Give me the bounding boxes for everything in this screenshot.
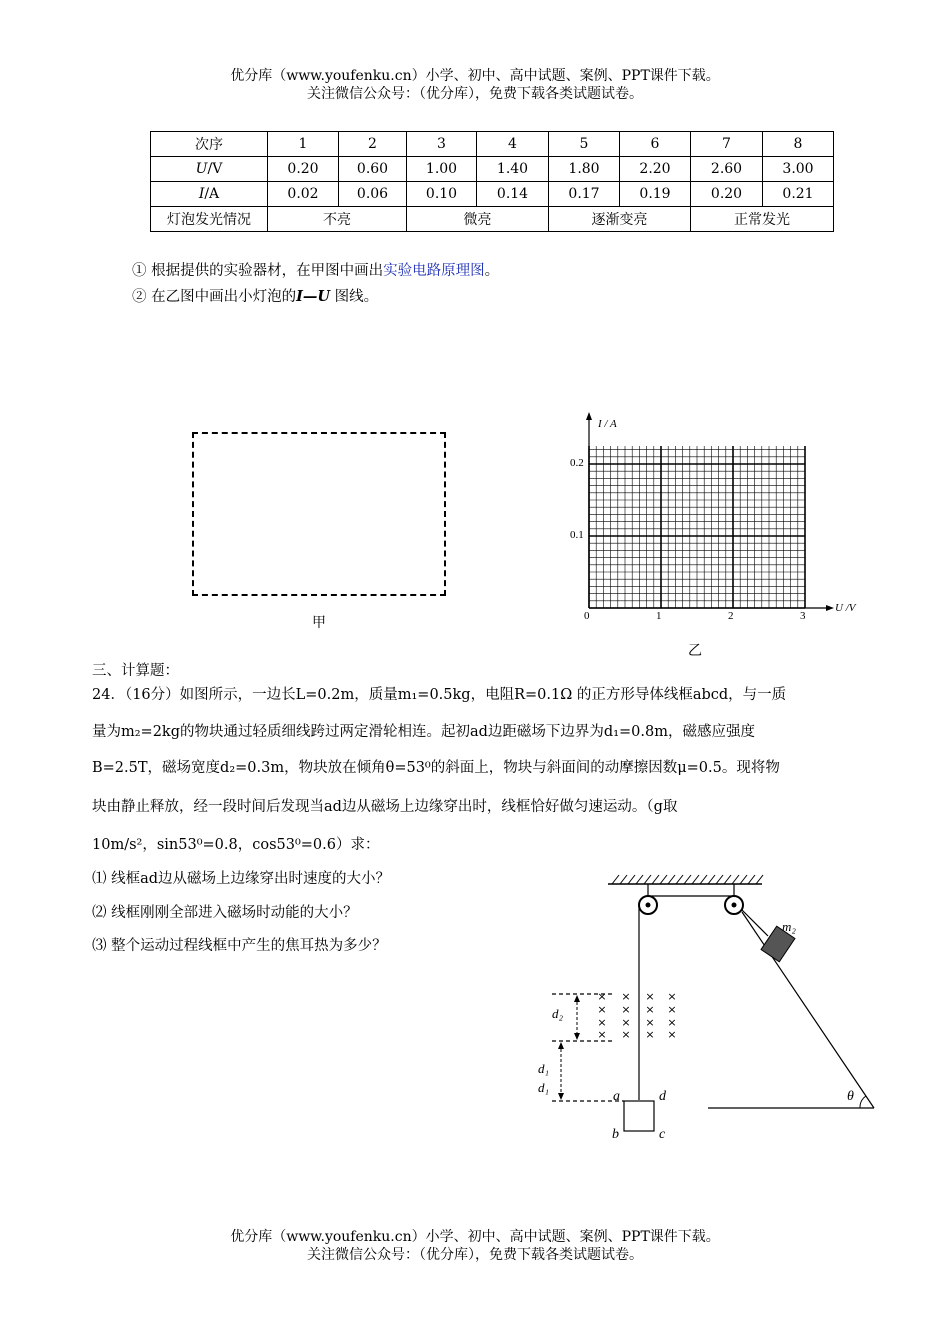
label-theta: θ bbox=[847, 1089, 854, 1104]
instruction-2: ② 在乙图中画出小灯泡的I—U 图线。 bbox=[132, 288, 379, 305]
fig-jia-caption: 甲 bbox=[312, 615, 326, 631]
table-row-order bbox=[151, 132, 834, 157]
svg-text:×: × bbox=[667, 990, 677, 1003]
coil-frame bbox=[624, 1101, 654, 1131]
label-b: b bbox=[612, 1127, 619, 1142]
x-tick-label: 0 bbox=[584, 610, 590, 620]
y-axis-label: I / A bbox=[598, 418, 617, 430]
table-cell: 0.02 bbox=[268, 182, 339, 207]
table-cell: 0.10 bbox=[407, 182, 477, 207]
table-cell: 0.19 bbox=[620, 182, 691, 207]
table-cell: 微亮 bbox=[407, 207, 549, 232]
section-title: 三、计算题： bbox=[92, 663, 179, 679]
table-cell: 2 bbox=[339, 132, 407, 157]
table-cell: 0.17 bbox=[549, 182, 620, 207]
circuit-link[interactable]: 实验电路原理图 bbox=[383, 263, 485, 279]
svg-text:×: × bbox=[645, 1016, 655, 1029]
y-tick-label: 0.2 bbox=[570, 457, 584, 469]
label-d1: d₁ bbox=[538, 1061, 550, 1076]
table-cell: 0.06 bbox=[339, 182, 407, 207]
svg-text:×: × bbox=[645, 990, 655, 1003]
problem-line-4: 块由静止释放，经一段时间后发现当ad边从磁场上边缘穿出时，线框恰好做匀速运动。（g取 bbox=[92, 799, 678, 815]
table-cell: 0.20 bbox=[268, 157, 339, 182]
svg-text:×: × bbox=[597, 1003, 607, 1016]
table-cell: 5 bbox=[549, 132, 620, 157]
svg-text:×: × bbox=[597, 1028, 607, 1041]
problem-line-3: B=2.5T，磁场宽度d₂=0.3m，物块放在倾角θ=53⁰的斜面上，物块与斜面间的动摩擦因数μ=0.5。现将物 bbox=[92, 760, 780, 776]
row-label-voltage: U/V bbox=[151, 157, 268, 182]
table-cell: 8 bbox=[763, 132, 834, 157]
table-row-voltage bbox=[151, 157, 834, 182]
table-cell: 0.20 bbox=[691, 182, 763, 207]
table-cell: 0.14 bbox=[477, 182, 549, 207]
fig-yi-caption: 乙 bbox=[688, 643, 702, 659]
table-cell: 7 bbox=[691, 132, 763, 157]
svg-text:×: × bbox=[621, 1016, 631, 1029]
table-cell: 3.00 bbox=[763, 157, 834, 182]
x-axis-label: U /V bbox=[835, 602, 856, 614]
table-cell: 1.00 bbox=[407, 157, 477, 182]
label-a: a bbox=[613, 1089, 620, 1104]
table-row-current bbox=[151, 182, 834, 207]
question-2: ⑵ 线框刚刚全部进入磁场时动能的大小？ bbox=[92, 905, 358, 921]
svg-text:×: × bbox=[621, 1003, 631, 1016]
footer-line-2: 关注微信公众号：（优分库），免费下载各类试题试卷。 bbox=[307, 1247, 643, 1263]
table-cell: 0.60 bbox=[339, 157, 407, 182]
svg-text:×: × bbox=[667, 1028, 677, 1041]
label-d: d bbox=[659, 1089, 666, 1104]
header-line-2: 关注微信公众号：（优分库），免费下载各类试题试卷。 bbox=[307, 86, 643, 102]
x-tick-label: 2 bbox=[728, 610, 734, 620]
circuit-drawing-box[interactable] bbox=[192, 432, 446, 596]
label-d2: d₂ bbox=[552, 1006, 564, 1021]
magnetic-field bbox=[597, 990, 676, 1041]
pulley-diagram bbox=[530, 868, 890, 1148]
label-c: c bbox=[659, 1127, 666, 1142]
svg-text:×: × bbox=[645, 1003, 655, 1016]
row-label-light: 灯泡发光情况 bbox=[151, 207, 268, 232]
table-row-light bbox=[151, 207, 834, 232]
problem-line-2: 量为m₂=2kg的物块通过轻质细线跨过两定滑轮相连。起初ad边距磁场下边界为d₁=0.8m，磁感应强度 bbox=[92, 724, 755, 740]
row-label-current: I/A bbox=[151, 182, 268, 207]
table-cell: 6 bbox=[620, 132, 691, 157]
svg-text:×: × bbox=[597, 1016, 607, 1029]
table-cell: 2.20 bbox=[620, 157, 691, 182]
svg-text:×: × bbox=[667, 1016, 677, 1029]
x-tick-label: 3 bbox=[800, 610, 806, 620]
instruction-1: ① 根据提供的实验器材，在甲图中画出实验电路原理图。 bbox=[132, 263, 500, 279]
svg-text:×: × bbox=[667, 1003, 677, 1016]
table-cell: 1 bbox=[268, 132, 339, 157]
x-tick-label: 1 bbox=[656, 610, 662, 620]
label-m2: m₂ bbox=[782, 919, 796, 934]
table-cell: 正常发光 bbox=[691, 207, 834, 232]
table-cell: 不亮 bbox=[268, 207, 407, 232]
iu-graph bbox=[560, 410, 870, 620]
table-cell: 0.21 bbox=[763, 182, 834, 207]
svg-text:×: × bbox=[621, 990, 631, 1003]
question-1: ⑴ 线框ad边从磁场上边缘穿出时速度的大小？ bbox=[92, 871, 391, 887]
footer-line-1: 优分库（www.youfenku.cn）小学、初中、高中试题、案例、PPT课件下载。 bbox=[230, 1229, 720, 1245]
table-cell: 3 bbox=[407, 132, 477, 157]
table-cell: 4 bbox=[477, 132, 549, 157]
table-cell: 1.40 bbox=[477, 157, 549, 182]
table-cell: 逐渐变亮 bbox=[549, 207, 691, 232]
svg-text:×: × bbox=[597, 990, 607, 1003]
row-label-order: 次序 bbox=[151, 132, 268, 157]
table-cell: 2.60 bbox=[691, 157, 763, 182]
question-3: ⑶ 整个运动过程线框中产生的焦耳热为多少？ bbox=[92, 938, 387, 954]
svg-text:×: × bbox=[645, 1028, 655, 1041]
svg-text:×: × bbox=[621, 1028, 631, 1041]
measurement-table bbox=[150, 131, 834, 232]
table-cell: 1.80 bbox=[549, 157, 620, 182]
header-line-1: 优分库（www.youfenku.cn）小学、初中、高中试题、案例、PPT课件下载。 bbox=[230, 68, 720, 84]
label-d1-second: d₁ bbox=[538, 1080, 550, 1095]
problem-line-5: 10m/s²，sin53⁰=0.8，cos53⁰=0.6）求： bbox=[92, 837, 380, 853]
problem-line-1: 24．（16分）如图所示，一边长L=0.2m，质量m₁=0.5kg，电阻R=0.1Ω 的正方形导体线框abcd，与一质 bbox=[92, 687, 787, 703]
y-tick-label: 0.1 bbox=[570, 529, 584, 541]
